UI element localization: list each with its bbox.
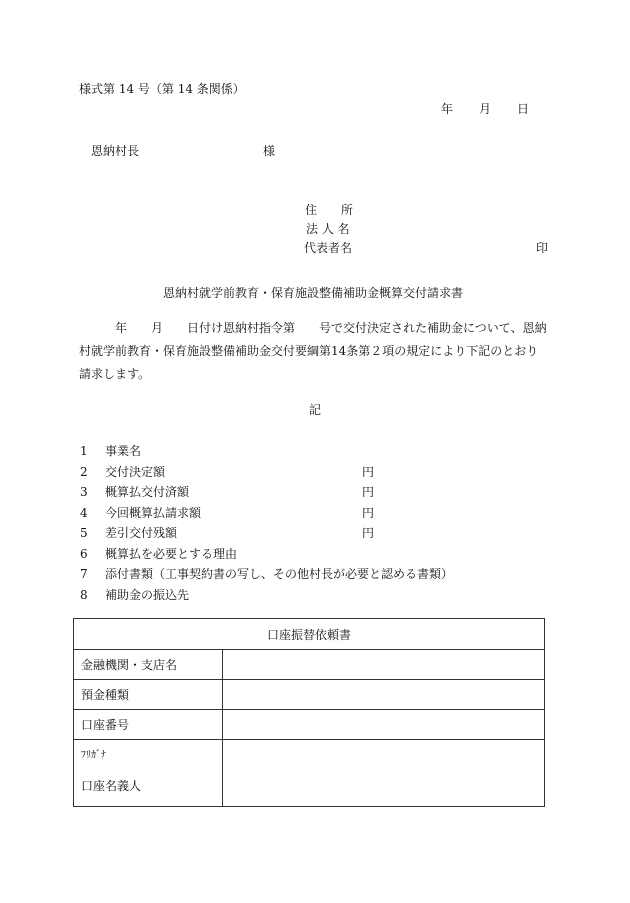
bank-transfer-table [73, 618, 545, 807]
body-text-1: 日付け恩納村指令第 [187, 321, 296, 335]
list-item: 8 補助金の振込先 [80, 587, 190, 602]
document-title: 恩納村就学前教育・保育施設整備補助金概算交付請求書 [163, 286, 464, 300]
item-list [80, 441, 500, 605]
corporation-label: 法 人 名 [306, 222, 350, 236]
bank-branch-label: 金融機関・支店名 [74, 650, 223, 680]
list-item: 3 概算払交付済額 円 [80, 485, 375, 499]
body-text-2: 号で交付決定された補助金について、恩納村就学前教育・保育施設整備補助金交付要綱第14条第２項の規定により下記のとおり請求します。 [79, 321, 547, 381]
account-holder-label: 口座名義人 [81, 779, 142, 793]
addressee-name: 恩納村長 [91, 144, 140, 158]
list-item: 7 添付書類（工事契約書の写し、その他村長が必要と認める書類） [80, 567, 454, 581]
date-day: 日 [517, 102, 530, 116]
date-year: 年 [441, 102, 454, 116]
list-item: 2 交付決定額 円 [80, 464, 375, 479]
address-label: 住 所 [305, 203, 354, 217]
date-line [441, 100, 529, 117]
form-number: 様式第 14 号（第 14 条関係） [79, 82, 245, 96]
deposit-type-label: 預金種類 [74, 680, 223, 710]
list-item: 4 今回概算払請求額 円 [80, 505, 375, 520]
body-paragraph [79, 317, 549, 386]
seal-mark: 印 [536, 241, 549, 255]
account-holder-label-cell [74, 740, 223, 807]
list-item: 6 概算払を必要とする理由 [80, 546, 238, 561]
account-number-field[interactable] [223, 710, 545, 740]
account-holder-field[interactable] [223, 740, 545, 807]
body-month: 月 [151, 321, 164, 335]
account-number-label: 口座番号 [74, 710, 223, 740]
representative-label: 代表者名 [304, 241, 353, 255]
furigana-label: ﾌﾘｶﾞﾅ [81, 750, 106, 761]
list-item: 1 事業名 [80, 444, 142, 458]
addressee-honorific: 様 [263, 144, 276, 158]
deposit-type-field[interactable] [223, 680, 545, 710]
body-year: 年 [115, 321, 128, 335]
list-item: 5 差引交付残額 円 [80, 526, 375, 540]
ki-heading: 記 [309, 403, 322, 417]
bank-branch-field[interactable] [223, 650, 545, 680]
bank-table-header: 口座振替依頼書 [74, 619, 545, 650]
date-month: 月 [479, 102, 492, 116]
